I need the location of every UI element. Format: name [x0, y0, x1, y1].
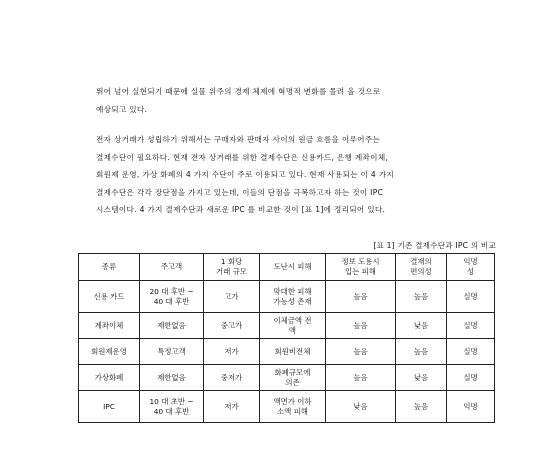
table-cell: 액면가 이하 소액 피해 [260, 391, 326, 423]
table-cell: 이체금액 전 액 [260, 313, 326, 339]
paragraph-line: 회원제 운영, 가상 화폐의 4 가지 수단이 주로 이용되고 있다. 현재 사용되는 이 4 가지 [96, 170, 395, 179]
table-cell: 제한없음 [140, 313, 204, 339]
table-cell: 높음 [396, 391, 447, 423]
header-info-theft-damage: 정보 도용시 입는 피해 [326, 254, 396, 281]
table-cell: IPC [79, 391, 140, 423]
table-cell: 계좌이체 [79, 313, 140, 339]
header-convenience: 결재의 편의성 [396, 254, 447, 281]
table-header-row [79, 254, 495, 281]
header-transaction-size: 1 회당 거래 규모 [204, 254, 260, 281]
table-cell: 제한없음 [140, 365, 204, 391]
table-cell: 중고가 [204, 313, 260, 339]
paragraph-line: 뛰어 넘어 실현되기 때문에 실물 위주의 경제 체제에 혁명적 변화를 몰려 올 것으로 [96, 87, 381, 96]
header-anonymity: 익명 성 [447, 254, 495, 281]
paragraph-line: 결제수단이 필요하다. 현재 전자 상거래를 위한 결제수단은 신용카드, 은행 계좌이체, [96, 152, 389, 162]
table-cell: 실명 [447, 313, 495, 339]
paragraph-intro [96, 83, 488, 118]
table-cell: 높음 [326, 365, 396, 391]
table-cell: 회원비전체 [260, 339, 326, 365]
table-cell: 실명 [447, 281, 495, 313]
table-cell: 높음 [396, 281, 447, 313]
table-cell: 낮음 [396, 313, 447, 339]
table-cell: 높음 [326, 281, 396, 313]
table-cell: 익명 [447, 391, 495, 423]
table-row [79, 365, 495, 391]
table-cell: 낮음 [326, 391, 396, 423]
table-cell: 회원제운영 [79, 339, 140, 365]
table-cell: 20 대 후반 ~ 40 대 후반 [140, 281, 204, 313]
paragraph-line: 전자 상거래가 성립하기 위해서는 구매자와 판매자 사이의 원금 흐름을 이루어주는 [96, 135, 381, 144]
table-cell: 가상화폐 [79, 365, 140, 391]
table-row [79, 391, 495, 423]
table-row [79, 313, 495, 339]
header-type: 종류 [79, 254, 140, 281]
table-cell: 실명 [447, 339, 495, 365]
table-row [79, 281, 495, 313]
table-cell: 특정고객 [140, 339, 204, 365]
table-cell: 신용 카드 [79, 281, 140, 313]
table-cell: 화폐규모에 의존 [260, 365, 326, 391]
table-caption: [표 1] 기존 결제수단과 IPC 의 비교 [373, 241, 496, 250]
table-cell: 고가 [204, 281, 260, 313]
table-cell: 저가 [204, 339, 260, 365]
paragraph-payment-methods [96, 131, 488, 219]
table-row [79, 339, 495, 365]
paragraph-line: 결제수단은 각각 장단점을 가지고 있는데, 이들의 단점을 극복하고자 하는 것이 IPC [96, 187, 384, 197]
header-theft-damage: 도난시 피해 [260, 254, 326, 281]
header-main-customer: 주고객 [140, 254, 204, 281]
table-cell: 높음 [326, 313, 396, 339]
paragraph-line: 예상되고 있다. [96, 104, 148, 114]
paragraph-line: 시스템이다. 4 가지 결제수단과 새로운 IPC 를 비교한 것이 [표 1]에 정리되어 있다. [96, 205, 386, 214]
table-cell: 중저가 [204, 365, 260, 391]
table-cell: 10 대 초반 ~ 40 대 후반 [140, 391, 204, 423]
table-cell: 높음 [396, 339, 447, 365]
table-cell: 높음 [326, 339, 396, 365]
table-cell: 낮음 [396, 365, 447, 391]
table-cell: 저가 [204, 391, 260, 423]
comparison-table [78, 253, 495, 423]
table-cell: 막대한 피해 가능성 존재 [260, 281, 326, 313]
table-cell: 실명 [447, 365, 495, 391]
